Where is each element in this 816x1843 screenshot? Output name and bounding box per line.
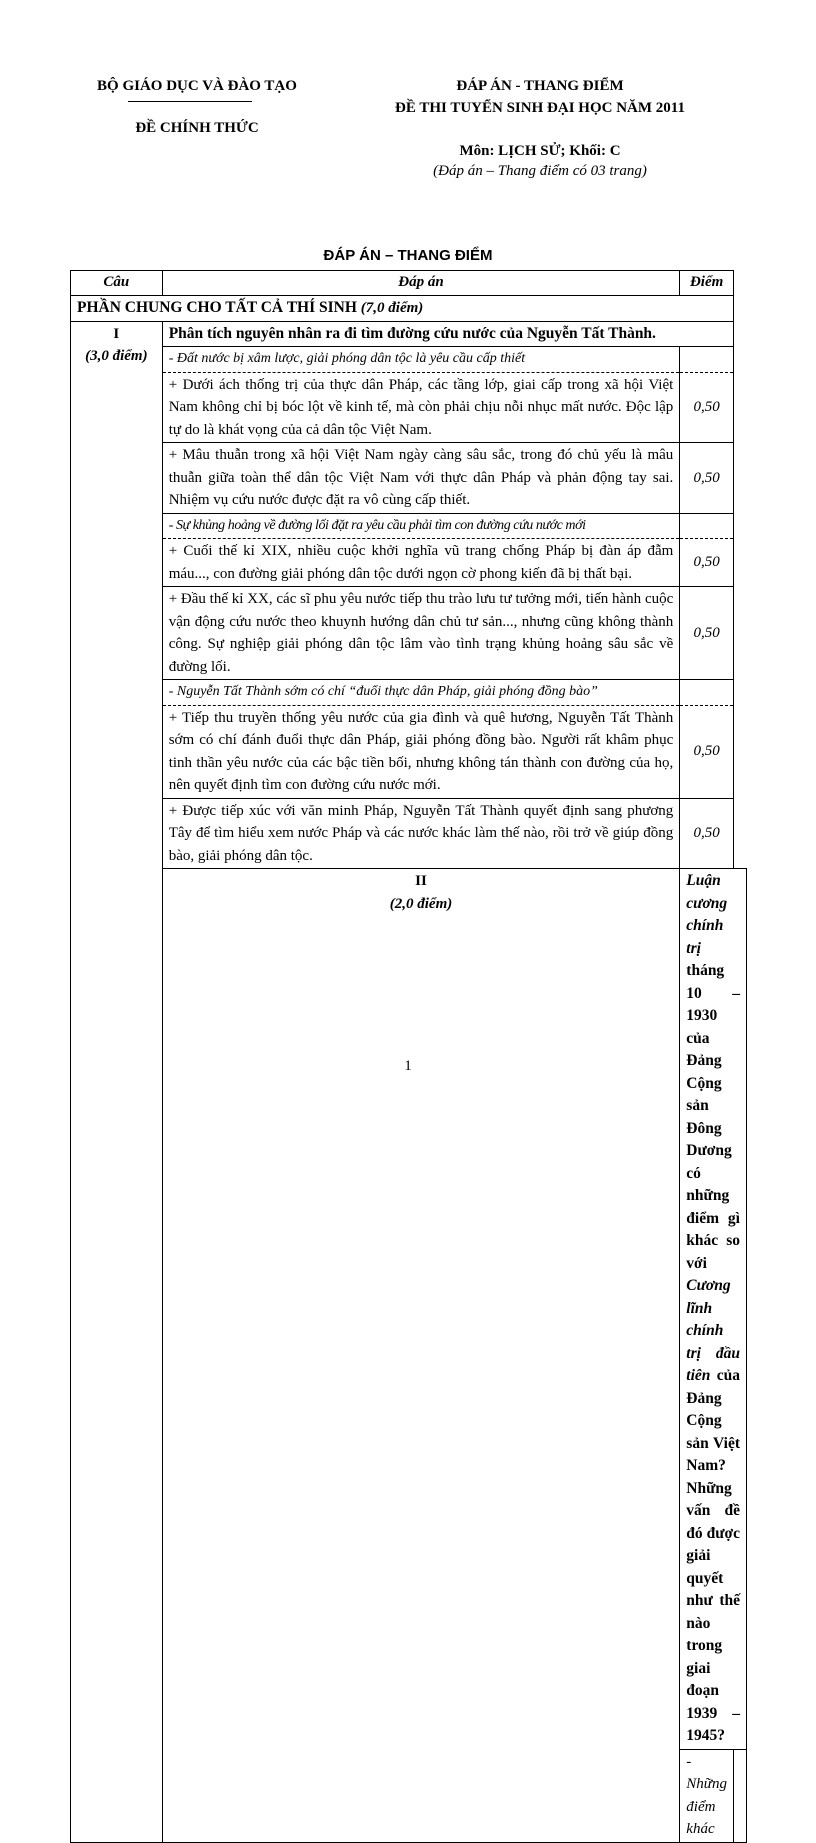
header-underline [128, 101, 252, 102]
answer-text: + Được tiếp xúc với văn minh Pháp, Nguyễn Tất Thành quyết định sang phương Tây để tìm hiểu xem nước Pháp và các nước khác làm thế nào, rồi trở về giúp đồng bào, giải phóng dân tộc. [162, 798, 680, 869]
answer-text: + Đầu thế kỉ XX, các sĩ phu yêu nước tiếp thu trào lưu tư tưởng mới, tiến hành cuộc vận động cứu nước theo khuynh hướng dân chủ tư sản..., nhưng cũng không thành công. Sự nghiệp giải phóng dân tộc lâm vào tình trạng khủng hoảng sâu sắc về đường lối. [162, 587, 680, 680]
answer-row [71, 798, 747, 869]
score-cell: 0,50 [680, 798, 734, 869]
page-number: 1 [404, 1058, 412, 1074]
answer-row [71, 587, 747, 680]
question-number: I [113, 325, 120, 342]
col-header-diem: Điểm [680, 271, 734, 296]
section-row [71, 296, 747, 322]
table-header-row [71, 271, 747, 296]
score-cell: 0,50 [680, 372, 734, 443]
empty-score-cell [680, 513, 734, 539]
sub-heading: - Những điểm khác [680, 1749, 734, 1842]
answer-text: + Tiếp thu truyền thống yêu nước của gia đình và quê hương, Nguyễn Tất Thành sớm có chí đánh đuổi thực dân Pháp, giải phóng đồng bào. Người rất khâm phục tinh thần yêu nước của các bậc tiền bối, nhưng không tán thành con đường của họ, nên quyết định tìm con đường cứu nước mới. [162, 705, 680, 798]
answer-row [71, 539, 747, 587]
question-number: II [415, 873, 427, 889]
empty-score-cell [680, 347, 734, 373]
subject-line: Môn: LỊCH SỬ; Khối: C [459, 143, 621, 159]
question-title-italic: Luận cương chính trị [686, 872, 728, 957]
section-points: (7,0 điểm) [360, 300, 424, 316]
answer-row [71, 372, 747, 443]
sub-heading-row [71, 680, 747, 706]
col-header-cau: Câu [71, 271, 163, 296]
page-count-note: (Đáp án – Thang điểm có 03 trang) [433, 163, 647, 179]
question-row-2 [71, 869, 747, 1750]
answer-table [70, 270, 747, 1843]
section-cell [71, 296, 734, 322]
answer-text: + Cuối thế kỉ XIX, nhiều cuộc khởi nghĩa vũ trang chống Pháp bị đàn áp đẫm máu..., con đường giải phóng dân tộc dưới ngọn cờ phong kiến đã bị thất bại. [162, 539, 680, 587]
answer-row [71, 705, 747, 798]
question-points: (2,0 điểm) [389, 895, 453, 912]
question-text: Phân tích nguyên nhân ra đi tìm đường cứu nước của Nguyễn Tất Thành. [162, 321, 733, 347]
sub-heading: - Nguyễn Tất Thành sớm có chí “đuổi thực dân Pháp, giải phóng đồng bào” [162, 680, 680, 706]
sub-heading-row [71, 347, 747, 373]
sub-heading: - Sự khủng hoảng về đường lối đặt ra yêu cầu phải tìm con đường cứu nước mới [162, 513, 680, 539]
answer-text: + Dưới ách thống trị của thực dân Pháp, các tầng lớp, giai cấp trong xã hội Việt Nam không chỉ bị bóc lột về kinh tế, mà còn phải chịu nỗi nhục mất nước. Độc lập tự do là khát vọng của cả dân tộc Việt Nam. [162, 372, 680, 443]
doc-title-line1: ĐÁP ÁN - THANG ĐIỂM [456, 78, 624, 94]
score-cell: 0,50 [680, 587, 734, 680]
table-title: ĐÁP ÁN – THANG ĐIỂM [323, 247, 493, 264]
question-number-cell [71, 321, 163, 1842]
score-cell: 0,50 [680, 705, 734, 798]
official-label: ĐỀ CHÍNH THỨC [135, 120, 259, 136]
question-points: (3,0 điểm) [85, 348, 148, 364]
question-number-cell [162, 869, 680, 1843]
sub-heading: - Đất nước bị xâm lược, giải phóng dân tộc là yêu cầu cấp thiết [162, 347, 680, 373]
score-cell: 0,50 [680, 443, 734, 514]
question-row-1 [71, 321, 747, 347]
col-header-dap-an: Đáp án [162, 271, 680, 296]
ministry-name: BỘ GIÁO DỤC VÀ ĐÀO TẠO [97, 78, 297, 94]
answer-row [71, 443, 747, 514]
answer-text: + Mâu thuẫn trong xã hội Việt Nam ngày càng sâu sắc, trong đó chủ yếu là mâu thuẫn giữa toàn thể dân tộc Việt Nam với thực dân Pháp và phản động tay sai. Nhiệm vụ cứu nước được đặt ra vô cùng cấp thiết. [162, 443, 680, 514]
sub-heading-row [71, 513, 747, 539]
question-text: Luận cương chính trị tháng 10 – 1930 của Đảng Cộng sản Đông Dương có những điểm gì khác so với Cương lĩnh chính trị đầu tiên của Đảng Cộng sản Việt Nam? Những vấn đề đó được giải quyết như thế nào trong giai đoạn 1939 – 1945? [680, 869, 747, 1750]
empty-score-cell [680, 680, 734, 706]
empty-score-cell [734, 1749, 747, 1842]
question-title-italic: Cương lĩnh chính trị đầu tiên [686, 1277, 740, 1384]
section-label: PHẦN CHUNG CHO TẤT CẢ THÍ SINH [77, 299, 357, 316]
doc-title-line2: ĐỀ THI TUYỂN SINH ĐẠI HỌC NĂM 2011 [395, 100, 685, 116]
score-cell: 0,50 [680, 539, 734, 587]
